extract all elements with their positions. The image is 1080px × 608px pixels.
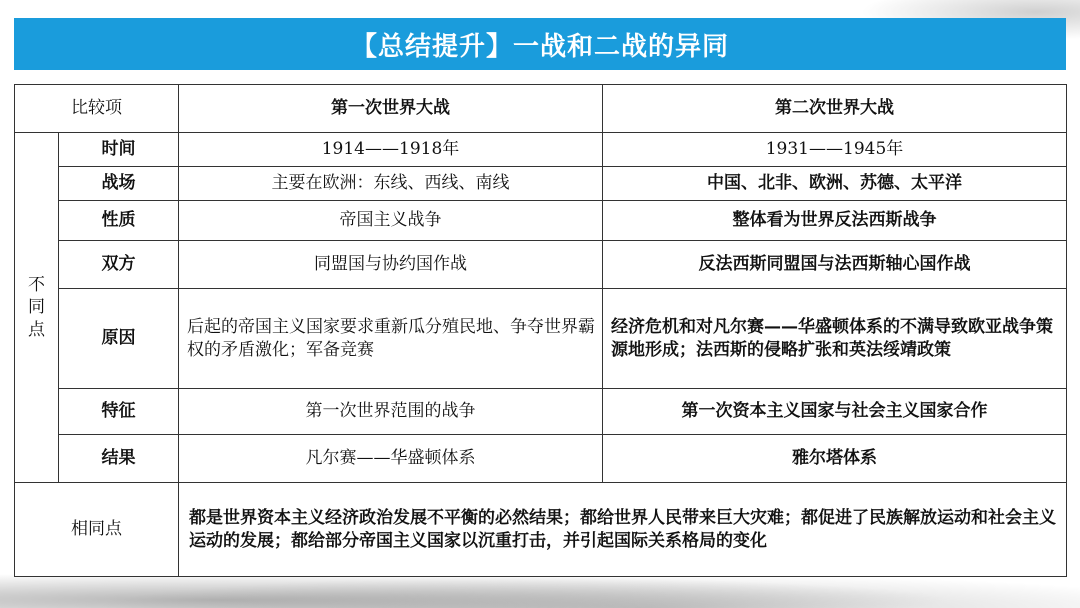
cell-ww2: 经济危机和对凡尔赛——华盛顿体系的不满导致欧亚战争策源地形成；法西斯的侵略扩张和英法绥靖政策 xyxy=(603,289,1067,389)
table-row xyxy=(15,289,1067,389)
row-label: 双方 xyxy=(59,241,179,289)
cell-ww2: 反法西斯同盟国与法西斯轴心国作战 xyxy=(603,241,1067,289)
table-row xyxy=(15,389,1067,435)
same-points-text: 都是世界资本主义经济政治发展不平衡的必然结果；都给世界人民带来巨大灾难；都促进了民族解放运动和社会主义运动的发展；都给部分帝国主义国家以沉重打击，并引起国际关系格局的变化 xyxy=(179,483,1067,577)
row-label: 结果 xyxy=(59,435,179,483)
table-row xyxy=(15,435,1067,483)
cell-ww1: 帝国主义战争 xyxy=(179,201,603,241)
comparison-table xyxy=(14,84,1067,577)
cell-ww1: 主要在欧洲：东线、西线、南线 xyxy=(179,167,603,201)
cell-ww1: 凡尔赛——华盛顿体系 xyxy=(179,435,603,483)
cell-ww1: 1914——1918年 xyxy=(179,133,603,167)
header-ww2: 第二次世界大战 xyxy=(603,85,1067,133)
cell-ww2: 雅尔塔体系 xyxy=(603,435,1067,483)
row-label: 性质 xyxy=(59,201,179,241)
table-row xyxy=(15,133,1067,167)
header-compare: 比较项 xyxy=(15,85,179,133)
cell-ww1: 第一次世界范围的战争 xyxy=(179,389,603,435)
table-header-row xyxy=(15,85,1067,133)
cell-ww2: 整体看为世界反法西斯战争 xyxy=(603,201,1067,241)
same-points-label: 相同点 xyxy=(15,483,179,577)
diff-group-text: 不同点 xyxy=(28,275,45,340)
row-label: 时间 xyxy=(59,133,179,167)
table-row xyxy=(15,167,1067,201)
table-row xyxy=(15,241,1067,289)
header-ww1: 第一次世界大战 xyxy=(179,85,603,133)
cell-ww1: 后起的帝国主义国家要求重新瓜分殖民地、争夺世界霸权的矛盾激化；军备竞赛 xyxy=(179,289,603,389)
cell-ww2: 第一次资本主义国家与社会主义国家合作 xyxy=(603,389,1067,435)
diff-group-label xyxy=(15,133,59,483)
page-title: 【总结提升】一战和二战的异同 xyxy=(350,31,729,62)
row-label: 原因 xyxy=(59,289,179,389)
row-label: 战场 xyxy=(59,167,179,201)
table-row xyxy=(15,201,1067,241)
cell-ww2: 中国、北非、欧洲、苏德、太平洋 xyxy=(603,167,1067,201)
row-label: 特征 xyxy=(59,389,179,435)
title-banner xyxy=(14,18,1066,70)
same-points-row xyxy=(15,483,1067,577)
cell-ww2: 1931——1945年 xyxy=(603,133,1067,167)
cell-ww1: 同盟国与协约国作战 xyxy=(179,241,603,289)
